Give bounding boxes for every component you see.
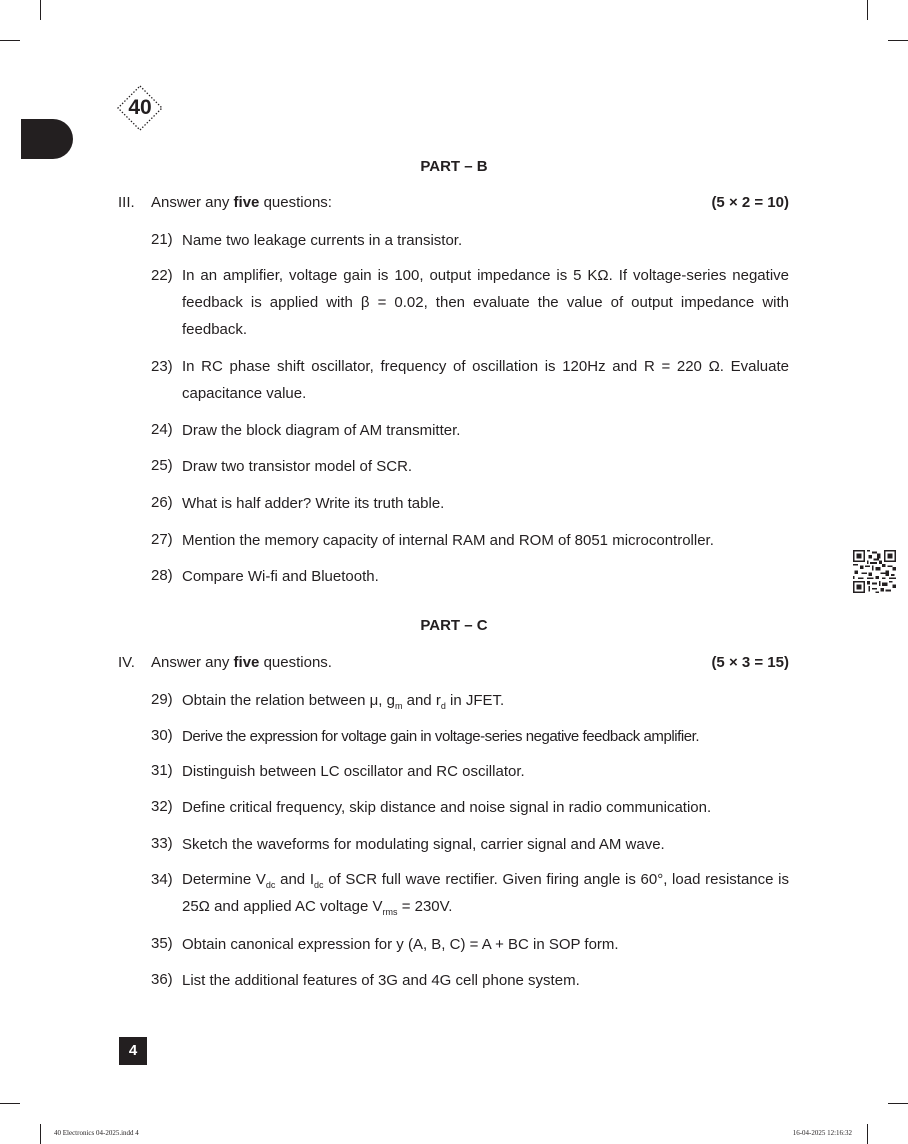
- section-numeral: III.: [118, 194, 135, 211]
- question-text: In RC phase shift oscillator, frequency of oscillation is 120Hz and R = 220 Ω. Evaluate capacitance value.: [182, 358, 789, 402]
- question-text: Derive the expression for voltage gain in voltage-series negative feedback amplifier.: [182, 728, 700, 745]
- print-timestamp: 16-04-2025 12:16:32: [792, 1129, 852, 1137]
- question-text: Obtain canonical expression for y (A, B, C) = A + BC in SOP form.: [182, 936, 619, 953]
- question-number: 24): [151, 421, 173, 438]
- page-number: 4: [119, 1037, 147, 1065]
- section-marks: (5 × 2 = 10): [711, 194, 789, 211]
- crop-mark: [0, 1103, 20, 1104]
- question-number: 23): [151, 358, 173, 375]
- crop-mark: [867, 0, 868, 20]
- section-instruction: Answer any five questions:: [151, 194, 332, 211]
- section-instruction: Answer any five questions.: [151, 654, 332, 671]
- part-c-heading: PART – C: [420, 617, 488, 634]
- question-number: 28): [151, 567, 173, 584]
- crop-mark: [888, 40, 908, 41]
- question-text: Compare Wi-fi and Bluetooth.: [182, 568, 379, 585]
- crop-mark: [40, 0, 41, 20]
- question-number: 32): [151, 798, 173, 815]
- question-number: 30): [151, 727, 173, 744]
- question-number: 22): [151, 267, 173, 284]
- question-number: 34): [151, 871, 173, 888]
- question-text: Distinguish between LC oscillator and RC oscillator.: [182, 763, 525, 780]
- section-numeral: IV.: [118, 654, 135, 671]
- question-number: 25): [151, 457, 173, 474]
- question-number: 26): [151, 494, 173, 511]
- question-text: Determine $V_{dc}$ and $I_{dc}$ of SCR full wave rectifier. Given firing angle is 60°, load resistance is 25Ω and applied AC voltage $V_{rms} = 230V$.: [182, 871, 789, 917]
- question-text: Obtain the relation between μ, $g_m$ and $r_d$ in JFET.: [182, 692, 505, 711]
- question-text: What is half adder? Write its truth table.: [182, 495, 445, 512]
- file-slug: 40 Electronics 04-2025.indd 4: [54, 1129, 139, 1137]
- question-number: 29): [151, 691, 173, 708]
- qr-code-icon: [853, 550, 896, 593]
- question-text: List the additional features of 3G and 4G cell phone system.: [182, 972, 580, 989]
- question-text: Sketch the waveforms for modulating signal, carrier signal and AM wave.: [182, 836, 665, 853]
- question-number: 36): [151, 971, 173, 988]
- question-text: Name two leakage currents in a transistor.: [182, 232, 463, 249]
- question-text: In an amplifier, voltage gain is 100, output impedance is 5 KΩ. If voltage-series negative feedback is applied with β = 0.02, then evaluate the value of output impedance with feedback.: [182, 267, 789, 338]
- question-number: 33): [151, 835, 173, 852]
- question-number: 31): [151, 762, 173, 779]
- page-badge-number: 40: [128, 96, 152, 119]
- part-b-heading: PART – B: [420, 158, 488, 175]
- question-number: 35): [151, 935, 173, 952]
- question-text: Draw the block diagram of AM transmitter.: [182, 422, 461, 439]
- crop-mark: [867, 1124, 868, 1144]
- question-number: 21): [151, 231, 173, 248]
- crop-mark: [0, 40, 20, 41]
- question-text: Draw two transistor model of SCR.: [182, 458, 413, 475]
- crop-mark: [888, 1103, 908, 1104]
- section-marks: (5 × 3 = 15): [711, 654, 789, 671]
- page-badge: [117, 85, 163, 131]
- crop-mark: [40, 1124, 41, 1144]
- question-text: Mention the memory capacity of internal RAM and ROM of 8051 microcontroller.: [182, 532, 714, 549]
- question-text: Define critical frequency, skip distance and noise signal in radio communication.: [182, 799, 712, 816]
- question-number: 27): [151, 531, 173, 548]
- side-tab: [21, 119, 73, 159]
